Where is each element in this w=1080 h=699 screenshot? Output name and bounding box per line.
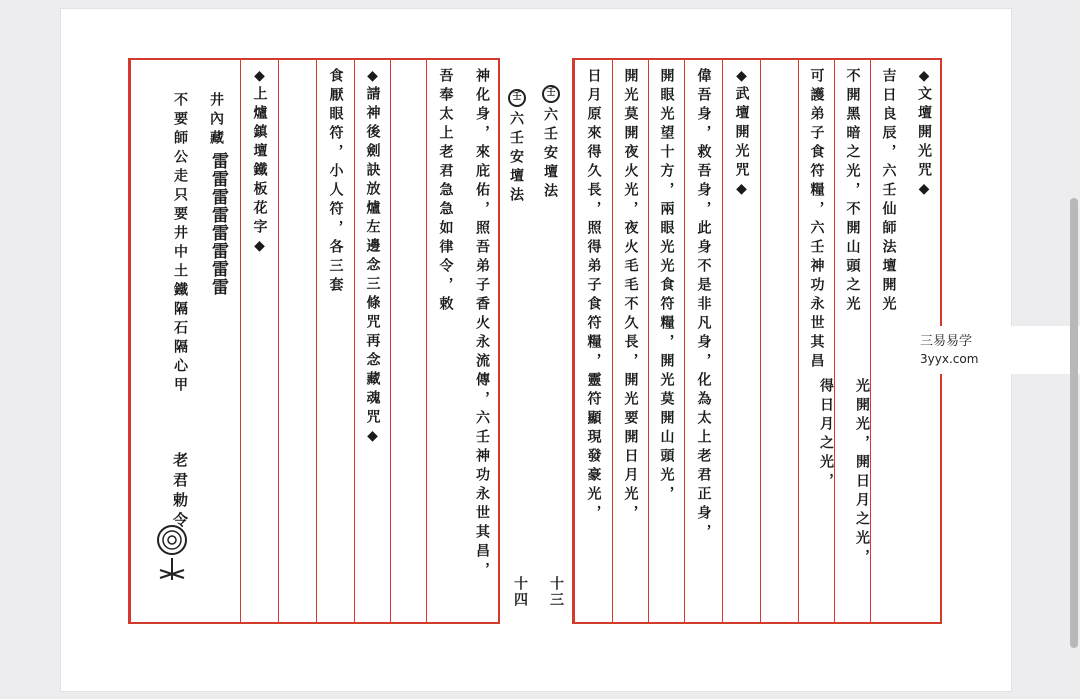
running-title: 六壬安壇法 xyxy=(508,111,524,206)
column-text-continued: 光開光，開日月之光， xyxy=(854,378,870,568)
column-text: 日月原來得久長，照得弟子食符糧，靈符顯現發豪光， xyxy=(585,68,602,524)
seal-icon: 壬 xyxy=(542,85,560,103)
text-column xyxy=(684,60,722,622)
watermark-url: 3yyx.com xyxy=(920,352,979,366)
column-text: 不開黑暗之光，不開山頭之光 xyxy=(844,68,861,315)
text-column xyxy=(574,60,612,622)
section-heading: ◆ 上爐鎮壇鐵板花字 ◆ xyxy=(250,68,270,259)
page-number-right: 十三 xyxy=(548,576,564,608)
seal-icon: 壬 xyxy=(508,89,526,107)
column-text: 偉吾身，救吾身，此身不是非凡身，化為太上老君正身， xyxy=(695,68,712,543)
text-column xyxy=(464,60,500,622)
text-column xyxy=(354,60,390,622)
text-column xyxy=(240,60,278,622)
text-column xyxy=(870,60,906,622)
text-column xyxy=(648,60,684,622)
talisman-seal-icon xyxy=(152,520,192,590)
talisman-seal-text: 老君勅令 xyxy=(171,452,189,532)
column-text: 吾奉太上老君急急如律令，敕 xyxy=(437,68,454,315)
page-number-left: 十四 xyxy=(512,576,528,608)
column-text-continued: 得日月之光， xyxy=(818,378,834,492)
text-column xyxy=(798,60,834,622)
right-page-frame xyxy=(572,58,942,624)
talisman-text: 不要師公走只要井中土鐵隔石隔心甲 xyxy=(172,92,188,396)
text-column xyxy=(390,60,426,622)
column-text: 可護弟子食符糧，六壬神功永世其昌 xyxy=(808,68,825,372)
column-text: 吉日良辰，六壬仙師法壇開光 xyxy=(880,68,897,315)
running-title: 六壬安壇法 xyxy=(542,107,558,202)
section-heading: ◆ 請神後劍訣放爐左邊念三條咒再念藏魂咒 ◆ xyxy=(363,68,383,449)
text-column xyxy=(316,60,354,622)
section-heading: ◆ 武壇開光咒 ◆ xyxy=(732,68,752,202)
text-column xyxy=(722,60,760,622)
column-text: 食厭眼符，小人符，各三套 xyxy=(327,68,344,296)
talisman-glyphs: 雷雷雷雷雷雷雷雷 xyxy=(208,152,228,296)
text-column xyxy=(426,60,464,622)
column-text: 神化身，來庇佑，照吾弟子香火永流傳，六壬神功永世其昌， xyxy=(474,68,490,581)
vertical-scrollbar[interactable] xyxy=(1070,198,1078,648)
text-column xyxy=(612,60,648,622)
talisman-label: 井內藏 xyxy=(208,92,224,149)
text-column xyxy=(278,60,316,622)
gutter-right-title xyxy=(540,80,560,202)
section-heading: ◆ 文壇開光咒 ◆ xyxy=(914,68,934,202)
gutter-left-title xyxy=(506,84,526,206)
site-watermark xyxy=(912,326,1080,374)
column-text: 開眼光望十方，兩眼光光食符糧，開光莫開山頭光， xyxy=(658,68,675,505)
column-text: 開光莫開夜火光，夜火毛毛不久長，開光要開日月光， xyxy=(622,68,639,524)
text-column xyxy=(760,60,798,622)
left-page-frame xyxy=(128,58,500,624)
watermark-name: 三易易学 xyxy=(920,334,973,349)
